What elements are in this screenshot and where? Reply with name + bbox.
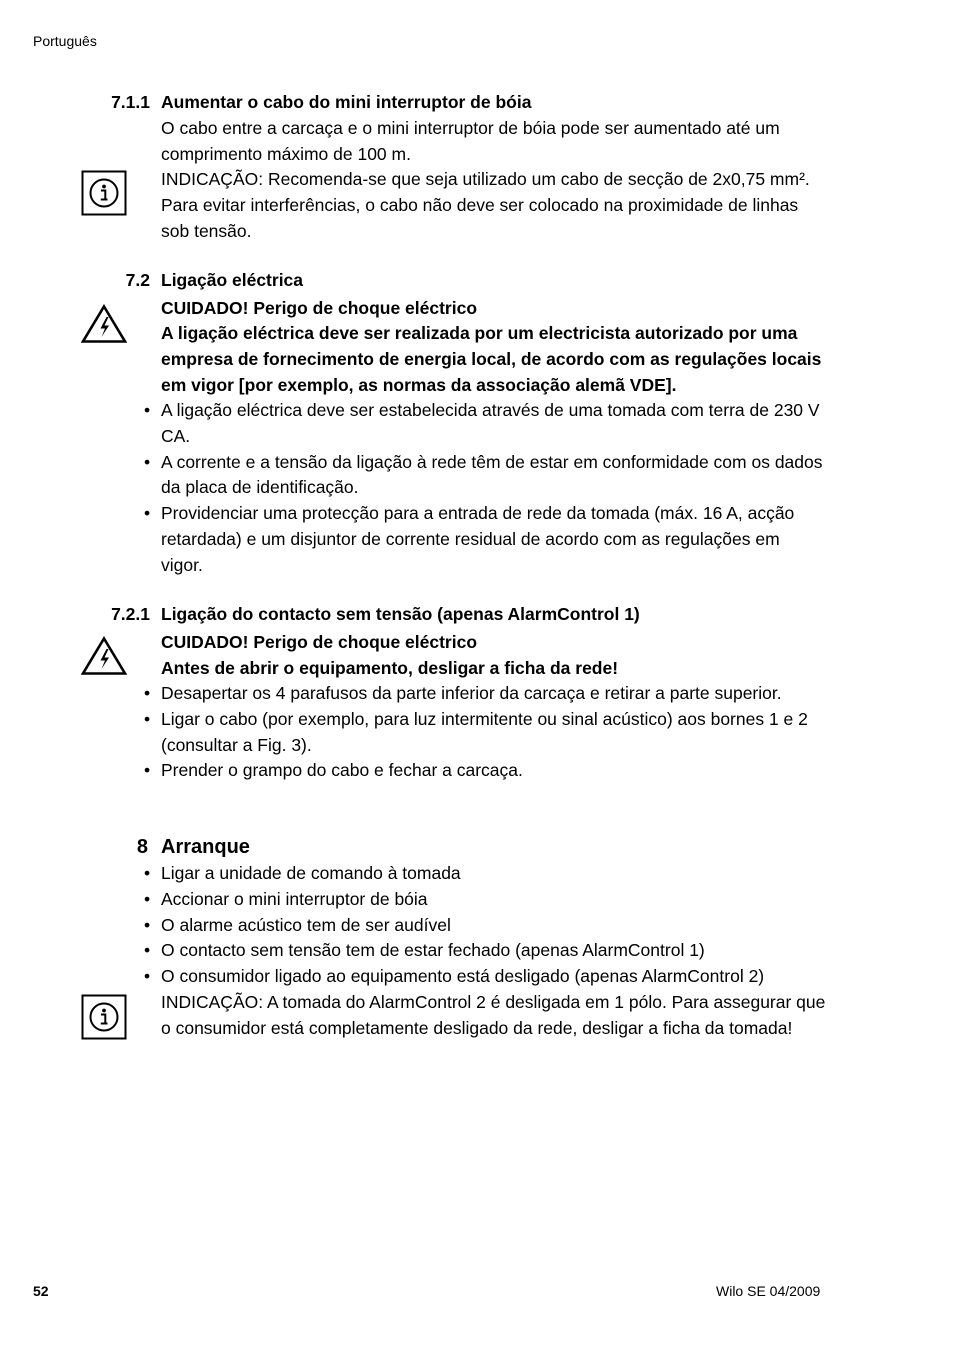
warning-text-7-2: A ligação eléctrica deve ser realizada por um electricista autorizado por uma empresa de fornecimento de energia local, de acordo com as regulações locais em vigor [por exemplo, as normas da associação alemã VDE]. (161, 323, 822, 395)
electrical-hazard-icon (81, 304, 127, 349)
section-number-7-1-1: 7.1.1 (111, 92, 150, 112)
electrical-hazard-icon (81, 636, 127, 681)
list-item: • O consumidor ligado ao equipamento está desligado (apenas AlarmControl 2) (161, 964, 826, 990)
list-item: • Ligar o cabo (por exemplo, para luz intermitente ou sinal acústico) aos bornes 1 e 2 (consultar a Fig. 3). (161, 707, 826, 759)
section-title-8: Arranque (161, 836, 250, 858)
section-title-7-1-1: Aumentar o cabo do mini interruptor de bóia (161, 92, 532, 112)
list-item: • O contacto sem tensão tem de estar fechado (apenas AlarmControl 1) (161, 938, 826, 964)
section-number-7-2: 7.2 (125, 270, 150, 290)
info-icon (81, 170, 127, 221)
bullet-list-7-2 (161, 398, 826, 579)
list-item: • Providenciar uma protecção para a entrada de rede da tomada (máx. 16 A, acção retardada) e um disjuntor de corrente residual de acordo com as regulações em vigor. (161, 501, 826, 578)
section-8-note: INDICAÇÃO: A tomada do AlarmControl 2 é desligada em 1 pólo. Para assegurar que o consumidor está completamente desligado da rede, desligar a ficha da tomada! (161, 992, 826, 1038)
warning-title-7-2-1: CUIDADO! Perigo de choque eléctrico (161, 632, 478, 652)
list-item: • Accionar o mini interruptor de bóia (161, 887, 826, 913)
page-header-language: Português (33, 33, 97, 49)
list-item: • A corrente e a tensão da ligação à rede têm de estar em conformidade com os dados da placa de identificação. (161, 450, 826, 502)
page-number: 52 (33, 1283, 49, 1299)
list-item: • A ligação eléctrica deve ser estabelecida através de uma tomada com terra de 230 V CA. (161, 398, 826, 450)
list-item: • Prender o grampo do cabo e fechar a carcaça. (161, 758, 826, 784)
footer-publisher: Wilo SE 04/2009 (716, 1283, 821, 1299)
warning-text-7-2-1: Antes de abrir o equipamento, desligar a ficha da rede! (161, 658, 619, 678)
section-7-1-1-note: INDICAÇÃO: Recomenda-se que seja utilizado um cabo de secção de 2x0,75 mm². Para evitar interferências, o cabo não deve ser colocado na proximidade de linhas sob tensão. (161, 169, 810, 241)
section-number-8: 8 (136, 836, 148, 858)
list-item: • Desapertar os 4 parafusos da parte inferior da carcaça e retirar a parte superior. (161, 681, 826, 707)
info-icon (81, 994, 127, 1045)
warning-title-7-2: CUIDADO! Perigo de choque eléctrico (161, 298, 478, 318)
bullet-list-7-2-1 (161, 681, 826, 784)
list-item: • Ligar a unidade de comando à tomada (161, 861, 826, 887)
section-title-7-2: Ligação eléctrica (161, 270, 304, 290)
list-item: • O alarme acústico tem de ser audível (161, 913, 826, 939)
section-title-7-2-1: Ligação do contacto sem tensão (apenas AlarmControl 1) (161, 604, 640, 624)
bullet-list-8 (161, 861, 826, 990)
section-7-1-1-paragraph: O cabo entre a carcaça e o mini interruptor de bóia pode ser aumentado até um comprimento máximo de 100 m. (161, 118, 780, 164)
section-number-7-2-1: 7.2.1 (111, 604, 150, 624)
